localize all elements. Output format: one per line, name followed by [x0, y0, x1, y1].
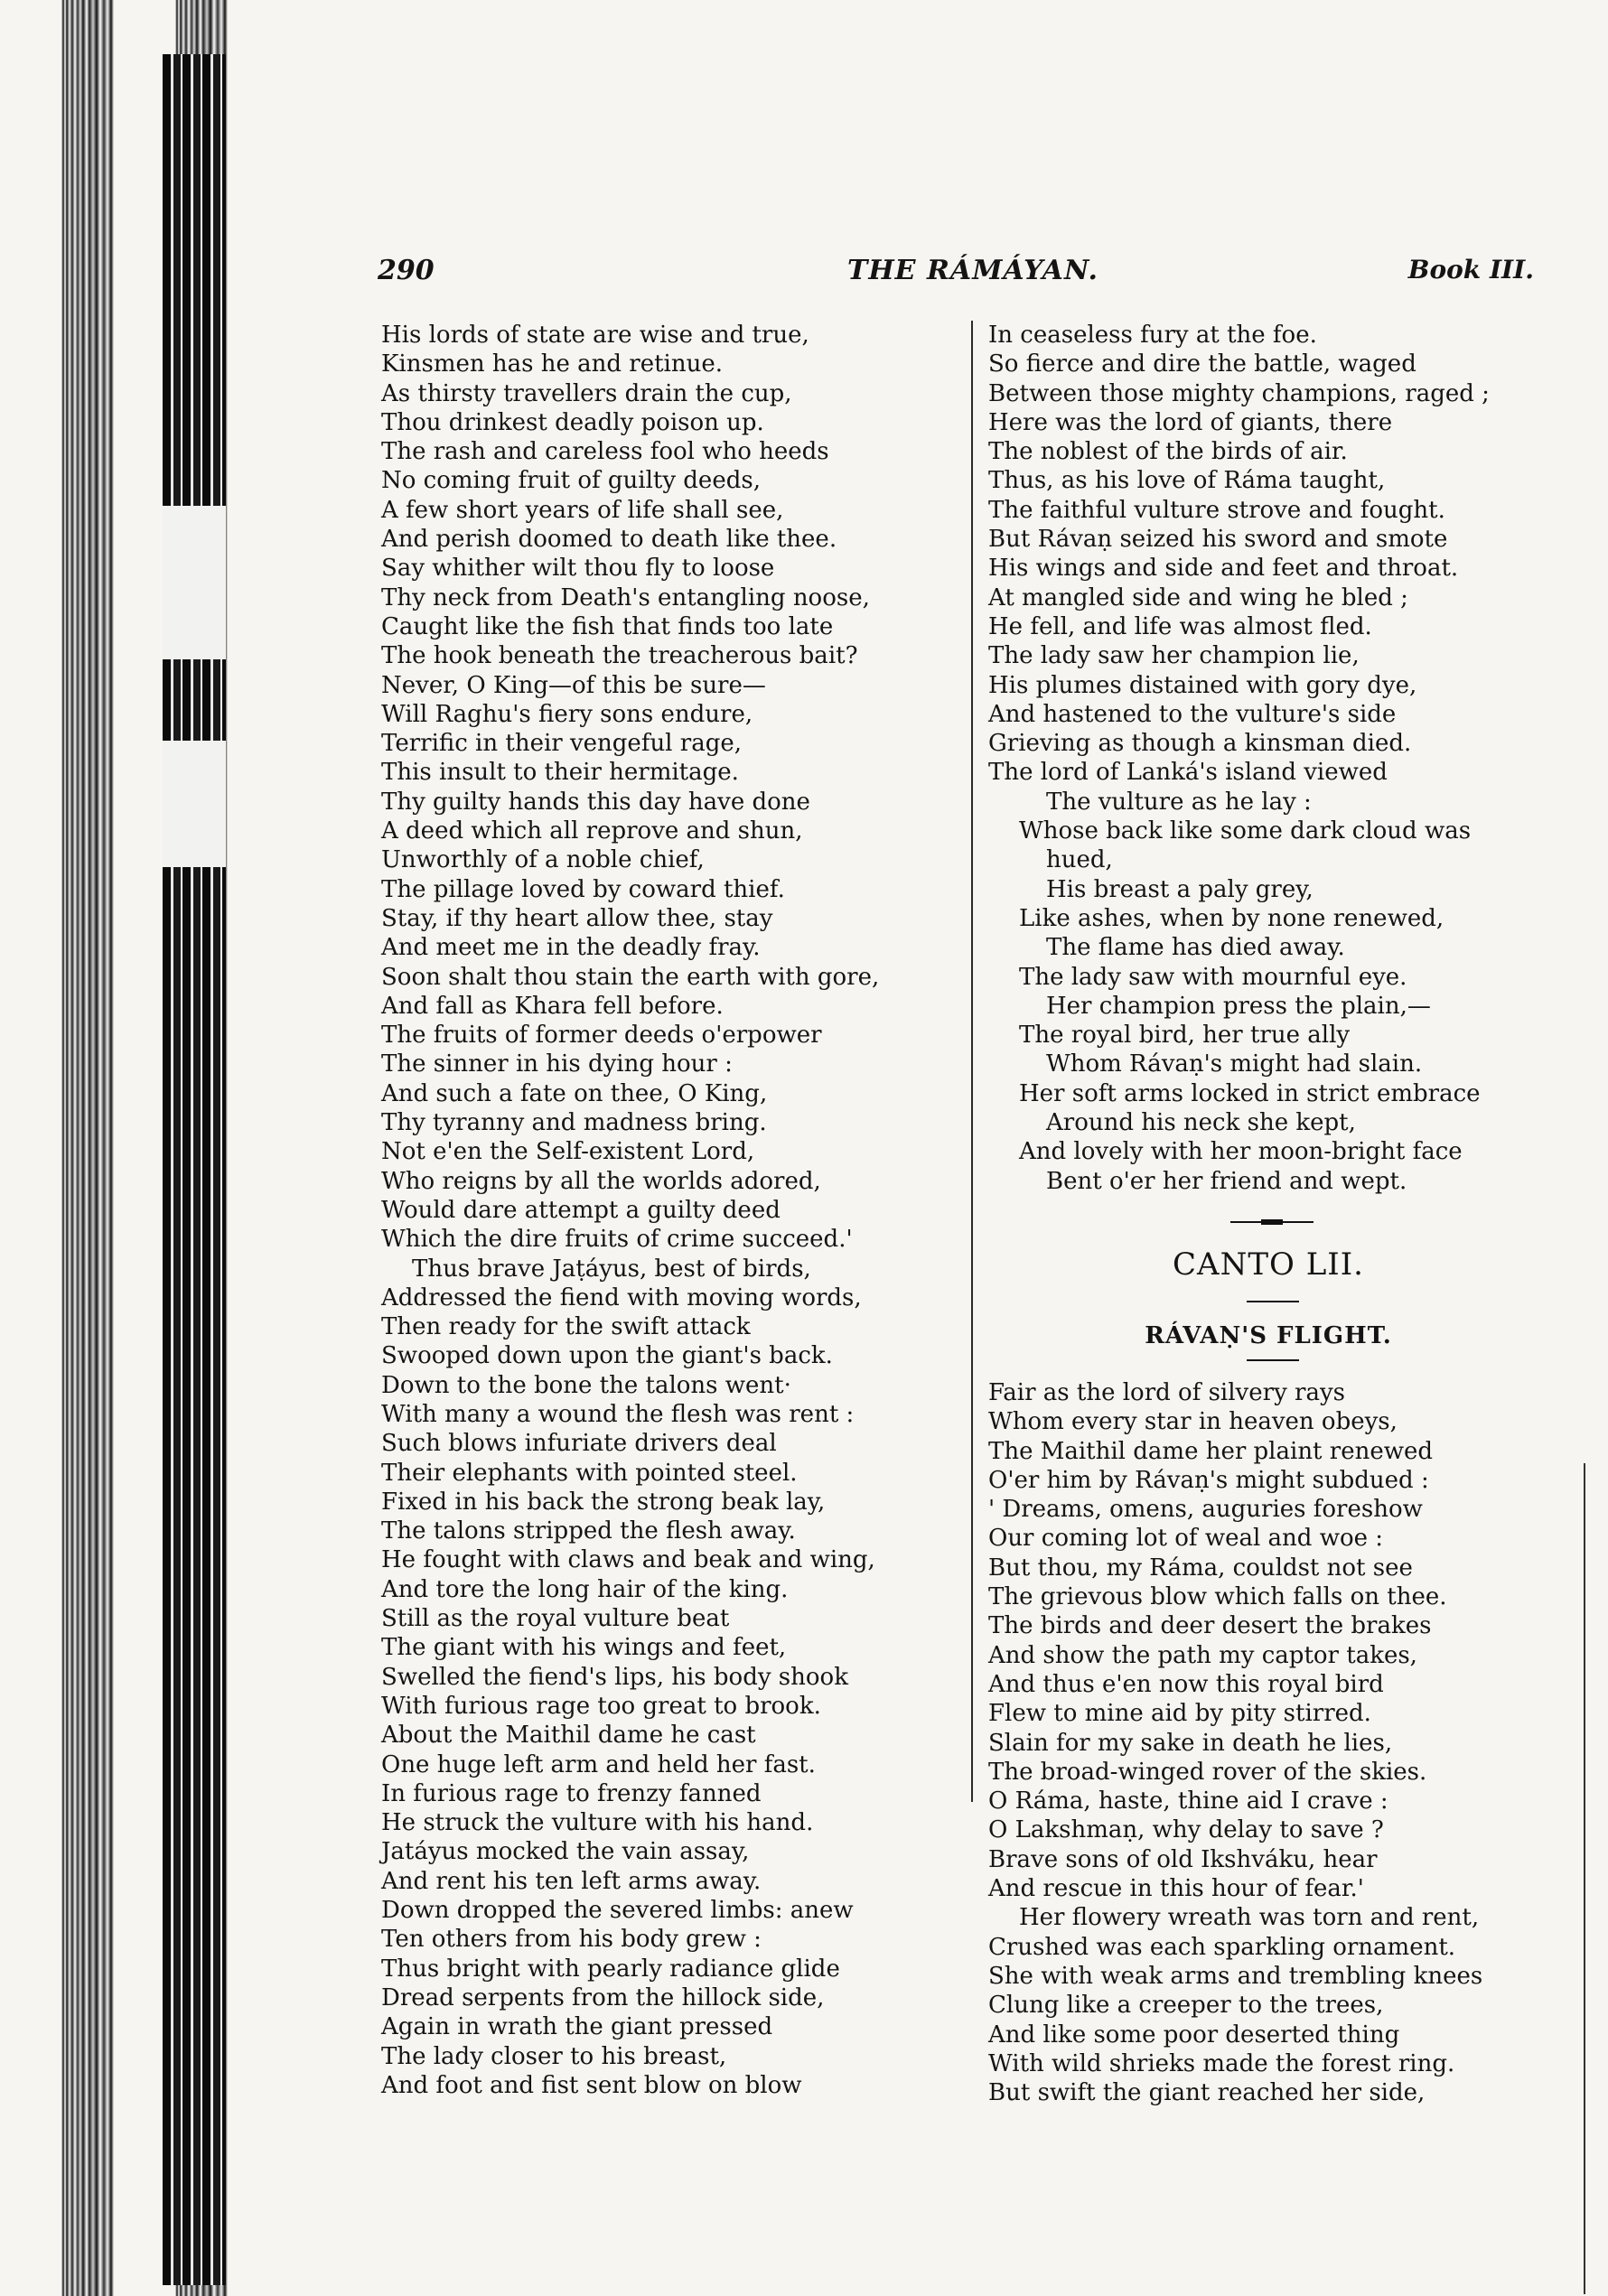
verse-line: And show the path my captor takes,: [988, 1641, 1417, 1669]
verse-line: Thy guilty hands this day have done: [381, 788, 810, 816]
verse-line: The broad-winged rover of the skies.: [988, 1758, 1427, 1786]
verse-line: Thy neck from Death's entangling noose,: [381, 583, 870, 611]
binding-gap: [163, 506, 226, 659]
verse-line: The pillage loved by coward thief.: [381, 875, 785, 903]
verse-line: Would dare attempt a guilty deed: [381, 1196, 781, 1224]
book-label: Book III.: [1407, 255, 1534, 285]
verse-line: The lady saw with mournful eye.: [1019, 963, 1407, 991]
verse-line: Will Raghu's fiery sons endure,: [381, 700, 753, 728]
right-column-top: [988, 321, 1548, 1196]
page-header: [378, 255, 1534, 300]
verse-line: The lady saw her champion lie,: [988, 642, 1360, 670]
verse-line: Swooped down upon the giant's back.: [381, 1342, 833, 1370]
verse-line: With many a wound the flesh was rent :: [381, 1400, 855, 1428]
verse-line: But swift the giant reached her side,: [988, 2079, 1426, 2107]
verse-line: The flame has died away.: [1046, 934, 1345, 962]
verse-line: No coming fruit of guilty deeds,: [381, 467, 761, 495]
verse-line: Addressed the fiend with moving words,: [381, 1283, 862, 1311]
verse-line: The talons stripped the flesh away.: [381, 1517, 796, 1545]
verse-line: In ceaseless fury at the foe.: [988, 322, 1317, 349]
canto-subtitle: RÁVAṆ'S FLIGHT.: [1145, 1322, 1392, 1349]
verse-line: Dread serpents from the hillock side,: [381, 1983, 825, 2011]
verse-line: Not e'en the Self-existent Lord,: [381, 1138, 755, 1166]
verse-line: And such a fate on thee, O King,: [381, 1079, 768, 1107]
verse-line: Never, O King—of this be sure—: [381, 671, 766, 699]
verse-line: In furious rage to frenzy fanned: [381, 1779, 762, 1807]
verse-line: He struck the vulture with his hand.: [381, 1809, 814, 1837]
verse-line: Their elephants with pointed steel.: [381, 1459, 798, 1487]
canto-title: CANTO LII.: [1173, 1246, 1364, 1283]
verse-line: O'er him by Rávaṇ's might subdued :: [988, 1466, 1429, 1494]
verse-line: Crushed was each sparkling ornament.: [988, 1933, 1456, 1961]
verse-line: With furious rage too great to brook.: [381, 1692, 821, 1720]
left-column: [381, 321, 959, 2100]
section-ornament: [1230, 1219, 1314, 1225]
verse-line: Soon shalt thou stain the earth with gore,: [381, 963, 880, 991]
verse-line: Whose back like some dark cloud was: [1019, 817, 1472, 845]
verse-line: At mangled side and wing he bled ;: [988, 583, 1408, 611]
verse-line: And like some poor deserted thing: [988, 2021, 1400, 2049]
verse-line: One huge left arm and held her fast.: [381, 1750, 816, 1778]
verse-line: The sinner in his dying hour :: [381, 1050, 733, 1078]
verse-line: He fought with claws and beak and wing,: [381, 1546, 875, 1574]
verse-line: Who reigns by all the worlds adored,: [381, 1167, 821, 1195]
verse-line: But Rávaṇ seized his sword and smote: [988, 526, 1448, 554]
verse-line: O Lakshmaṇ, why delay to save ?: [988, 1816, 1384, 1844]
verse-line: Say whither wilt thou fly to loose: [381, 555, 775, 583]
verse-line: Thou drinkest deadly poison up.: [381, 408, 764, 436]
verse-line: Flew to mine aid by pity stirred.: [988, 1700, 1371, 1728]
verse-line: And foot and fist sent blow on blow: [381, 2071, 802, 2099]
verse-line: A deed which all reprove and shun,: [381, 817, 803, 845]
verse-line: Like ashes, when by none renewed,: [1019, 904, 1444, 932]
verse-line: Fair as the lord of silvery rays: [988, 1379, 1345, 1406]
verse-line: Brave sons of old Ikshváku, hear: [988, 1845, 1378, 1873]
verse-line: hued,: [1046, 846, 1113, 874]
verse-line: The grievous blow which falls on thee.: [988, 1583, 1447, 1611]
verse-line: So fierce and dire the battle, waged: [988, 350, 1416, 378]
verse-line: And tore the long hair of the king.: [381, 1575, 789, 1603]
verse-line: The giant with his wings and feet,: [381, 1634, 787, 1662]
verse-line: Which the dire fruits of crime succeed.': [381, 1226, 853, 1254]
verse-line: Caught like the fish that finds too late: [381, 612, 834, 640]
verse-line: Jatáyus mocked the vain assay,: [381, 1838, 750, 1866]
verse-line: His wings and side and feet and throat.: [988, 555, 1459, 583]
verse-line: The lady closer to his breast,: [381, 2042, 727, 2070]
verse-line: The Maithil dame her plaint renewed: [988, 1437, 1434, 1465]
verse-line: Whom every star in heaven obeys,: [988, 1408, 1398, 1436]
verse-line: As thirsty travellers drain the cup,: [381, 379, 792, 407]
verse-line: Grieving as though a kinsman died.: [988, 730, 1412, 758]
verse-line: Thus, as his love of Ráma taught,: [988, 467, 1386, 495]
verse-line: With wild shrieks made the forest ring.: [988, 2049, 1455, 2077]
verse-line: Bent o'er her friend and wept.: [1046, 1167, 1407, 1195]
verse-line: The noblest of the birds of air.: [988, 438, 1348, 466]
subtitle-rule: [1247, 1359, 1299, 1361]
binding-shadow: [163, 54, 226, 2285]
verse-line: A few short years of life shall see,: [381, 496, 784, 524]
verse-line: And thus e'en now this royal bird: [988, 1670, 1384, 1698]
verse-line: The royal bird, her true ally: [1019, 1022, 1351, 1050]
verse-line: The birds and deer desert the brakes: [988, 1612, 1432, 1640]
verse-line: And rescue in this hour of fear.': [988, 1875, 1364, 1903]
verse-line: The rash and careless fool who heeds: [381, 438, 829, 466]
verse-line: Ten others from his body grew :: [381, 1926, 762, 1954]
running-title: THE RÁMÁYAN.: [847, 255, 1098, 286]
verse-line: And hastened to the vulture's side: [988, 700, 1397, 728]
verse-line: About the Maithil dame he cast: [381, 1722, 756, 1750]
verse-line: Kinsmen has he and retinue.: [381, 350, 724, 378]
verse-line: Terrific in their vengeful rage,: [381, 730, 742, 758]
verse-line: Her champion press the plain,—: [1046, 992, 1431, 1020]
verse-line: She with weak arms and trembling knees: [988, 1962, 1483, 1990]
verse-line: Stay, if thy heart allow thee, stay: [381, 904, 773, 932]
verse-line: Slain for my sake in death he lies,: [988, 1729, 1393, 1757]
verse-line: Around his neck she kept,: [1046, 1109, 1356, 1137]
verse-line: Again in wrath the giant pressed: [381, 2013, 773, 2041]
verse-line: Whom Rávaṇ's might had slain.: [1046, 1050, 1423, 1078]
verse-line: Swelled the fiend's lips, his body shook: [381, 1663, 848, 1691]
page-number: 290: [378, 255, 435, 286]
verse-line: The vulture as he lay :: [1046, 788, 1312, 816]
verse-line: Thy tyranny and madness bring.: [381, 1109, 767, 1137]
verse-line: Down dropped the severed limbs: anew: [381, 1897, 854, 1925]
verse-line: Fixed in his back the strong beak lay,: [381, 1488, 826, 1516]
verse-line: This insult to their hermitage.: [381, 759, 739, 787]
verse-line: His lords of state are wise and true,: [381, 322, 809, 349]
verse-line: Still as the royal vulture beat: [381, 1605, 730, 1633]
verse-line: Thus brave Jaṭáyus, best of birds,: [412, 1255, 811, 1283]
verse-line: The faithful vulture strove and fought.: [988, 496, 1445, 524]
verse-line: Down to the bone the talons went·: [381, 1371, 791, 1399]
column-divider: [971, 321, 973, 1802]
verse-line: ' Dreams, omens, auguries foreshow: [988, 1496, 1423, 1524]
verse-line: But thou, my Ráma, couldst not see: [988, 1554, 1413, 1582]
verse-line: And meet me in the deadly fray.: [381, 934, 761, 962]
verse-line: And rent his ten left arms away.: [381, 1867, 762, 1895]
verse-line: Here was the lord of giants, there: [988, 408, 1393, 436]
verse-line: Her soft arms locked in strict embrace: [1019, 1079, 1481, 1107]
verse-line: His plumes distained with gory dye,: [988, 671, 1417, 699]
verse-line: Unworthly of a noble chief,: [381, 846, 705, 874]
verse-line: And perish doomed to death like thee.: [381, 526, 837, 554]
verse-line: His breast a paly grey,: [1046, 875, 1314, 903]
verse-line: Thus bright with pearly radiance glide: [381, 1955, 840, 1983]
verse-line: Such blows infuriate drivers deal: [381, 1430, 777, 1458]
verse-line: Her flowery wreath was torn and rent,: [1019, 1904, 1480, 1932]
verse-line: Between those mighty champions, raged ;: [988, 379, 1490, 407]
verse-line: O Ráma, haste, thine aid I crave :: [988, 1787, 1388, 1815]
verse-line: Then ready for the swift attack: [381, 1313, 751, 1341]
verse-line: The lord of Lanká's island viewed: [988, 759, 1388, 787]
verse-line: He fell, and life was almost fled.: [988, 612, 1372, 640]
page-edge-line: [1584, 1463, 1585, 2294]
verse-line: The hook beneath the treacherous bait?: [381, 642, 858, 670]
right-column-bottom: [988, 1378, 1482, 2107]
verse-line: Our coming lot of weal and woe :: [988, 1525, 1384, 1553]
verse-line: And lovely with her moon-bright face: [1019, 1138, 1463, 1166]
verse-line: Clung like a creeper to the trees,: [988, 1992, 1384, 2020]
binding-gap: [163, 741, 226, 867]
verse-line: The fruits of former deeds o'erpower: [381, 1022, 822, 1050]
verse-line: And fall as Khara fell before.: [381, 992, 724, 1020]
canto-rule: [1247, 1301, 1299, 1302]
